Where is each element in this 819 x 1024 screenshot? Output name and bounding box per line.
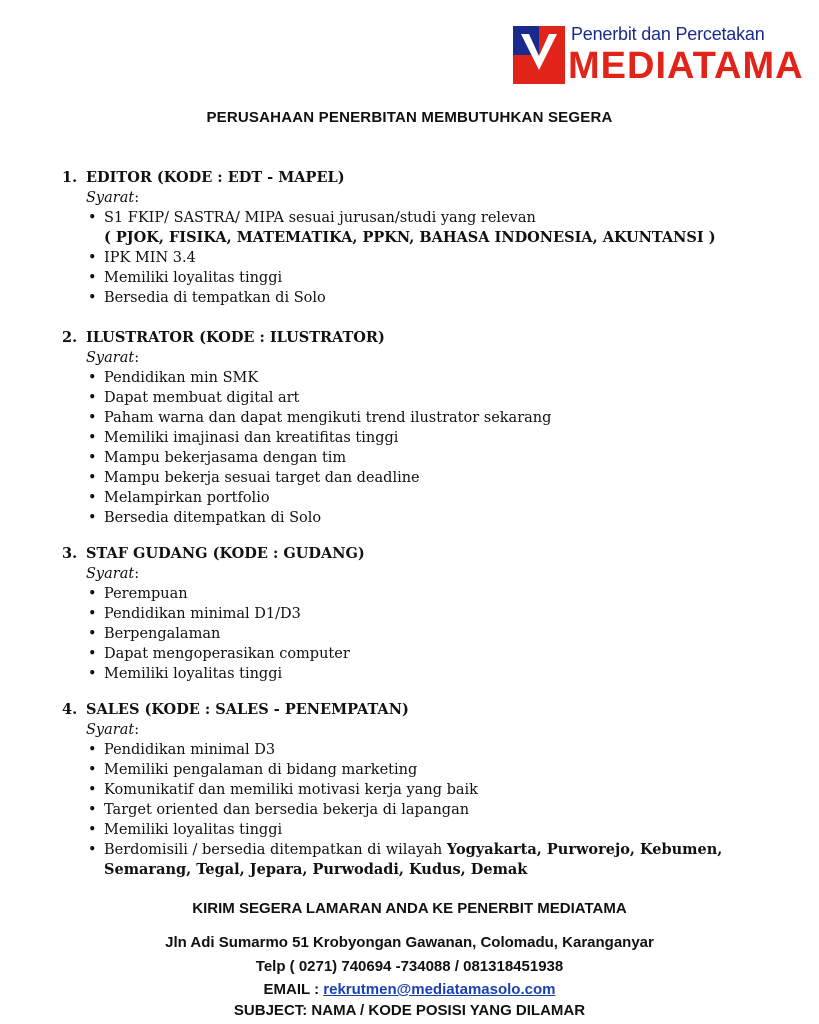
section-number: 4. <box>62 701 78 718</box>
list-item: • Paham warna dan dapat mengikuti trend ilustrator sekarang <box>86 408 782 428</box>
footer-cta: KIRIM SEGERA LAMARAN ANDA KE PENERBIT MEDIATAMA <box>192 900 627 917</box>
syarat-label: Syarat: <box>86 722 140 738</box>
section-title-text: SALES (KODE : SALES - PENEMPATAN) <box>86 701 409 718</box>
list-item: • Memiliki imajinasi dan kreatifitas tinggi <box>86 428 782 448</box>
list-item: • Perempuan <box>86 584 782 604</box>
list-item: • IPK MIN 3.4 <box>86 248 782 268</box>
list-item: • Komunikatif dan memiliki motivasi kerja yang baik <box>86 780 782 800</box>
section-number: 1. <box>62 169 78 186</box>
list-item: • Target oriented dan bersedia bekerja di lapangan <box>86 800 782 820</box>
subject-list: ( PJOK, FISIKA, MATEMATIKA, PPKN, BAHASA INDONESIA, AKUNTANSI ) <box>104 229 716 246</box>
footer-address: Jln Adi Sumarmo 51 Krobyongan Gawanan, Colomadu, Karanganyar <box>165 934 654 951</box>
list-item: • Mampu bekerjasama dengan tim <box>86 448 782 468</box>
list-item: • Melampirkan portfolio <box>86 488 782 508</box>
section-number: 3. <box>62 545 78 562</box>
regions-list: Yogyakarta, Purworejo, Kebumen, <box>446 841 723 858</box>
mediatama-logo-icon <box>513 26 565 84</box>
list-item: • Bersedia di tempatkan di Solo <box>86 288 782 308</box>
list-item: • Mampu bekerja sesuai target dan deadline <box>86 468 782 488</box>
company-logo <box>513 24 803 88</box>
requirements-list <box>62 584 782 684</box>
logo-wordmark: MEDIATAMA <box>568 45 804 87</box>
list-item: • Memiliki loyalitas tinggi <box>86 820 782 840</box>
list-item: • Pendidikan min SMK <box>86 368 782 388</box>
syarat-label: Syarat: <box>86 190 140 206</box>
list-item: • Bersedia ditempatkan di Solo <box>86 508 782 528</box>
position-editor <box>62 168 782 308</box>
logo-tagline: Penerbit dan Percetakan <box>571 24 765 44</box>
regions-list-continued: Semarang, Tegal, Jepara, Purwodadi, Kudus, Demak <box>104 861 528 878</box>
requirements-list <box>62 208 782 308</box>
list-item: • Berdomisili / bersedia ditempatkan di wilayah Yogyakarta, Purworejo, Kebumen, Semarang, Tegal, Jepara, Purwodadi, Kudus, Demak <box>86 840 782 880</box>
section-title-text: STAF GUDANG (KODE : GUDANG) <box>86 545 365 562</box>
list-item: • Memiliki loyalitas tinggi <box>86 268 782 288</box>
list-item: • Memiliki pengalaman di bidang marketing <box>86 760 782 780</box>
email-link[interactable]: rekrutmen@mediatamasolo.com <box>323 981 556 998</box>
list-item: • Pendidikan minimal D3 <box>86 740 782 760</box>
list-item: • Dapat membuat digital art <box>86 388 782 408</box>
syarat-label: Syarat: <box>86 566 140 582</box>
position-ilustrator <box>62 328 782 528</box>
position-sales <box>62 700 782 880</box>
footer-email-row <box>0 981 819 998</box>
section-number: 2. <box>62 329 78 346</box>
list-item: • Pendidikan minimal D1/D3 <box>86 604 782 624</box>
section-title <box>62 544 782 564</box>
email-label: EMAIL : <box>263 981 320 998</box>
footer-subject: SUBJECT: NAMA / KODE POSISI YANG DILAMAR <box>233 1002 586 1019</box>
list-item: • Berpengalaman <box>86 624 782 644</box>
page-title: PERUSAHAAN PENERBITAN MEMBUTUHKAN SEGERA <box>206 109 613 126</box>
footer-phone: Telp ( 0271) 740694 -734088 / 081318451938 <box>255 958 564 975</box>
syarat-label: Syarat: <box>86 350 140 366</box>
list-item: • Dapat mengoperasikan computer <box>86 644 782 664</box>
list-item: • S1 FKIP/ SASTRA/ MIPA sesuai jurusan/studi yang relevan ( PJOK, FISIKA, MATEMATIKA, PPKN, BAHASA INDONESIA, AKUNTANSI ) <box>86 208 782 248</box>
section-title <box>62 700 782 720</box>
section-title <box>62 168 782 188</box>
list-item: • Memiliki loyalitas tinggi <box>86 664 782 684</box>
section-title <box>62 328 782 348</box>
requirements-list <box>62 368 782 528</box>
section-title-text: EDITOR (KODE : EDT - MAPEL) <box>86 169 345 186</box>
position-staf-gudang <box>62 544 782 684</box>
section-title-text: ILUSTRATOR (KODE : ILUSTRATOR) <box>86 329 385 346</box>
requirements-list <box>62 740 782 880</box>
